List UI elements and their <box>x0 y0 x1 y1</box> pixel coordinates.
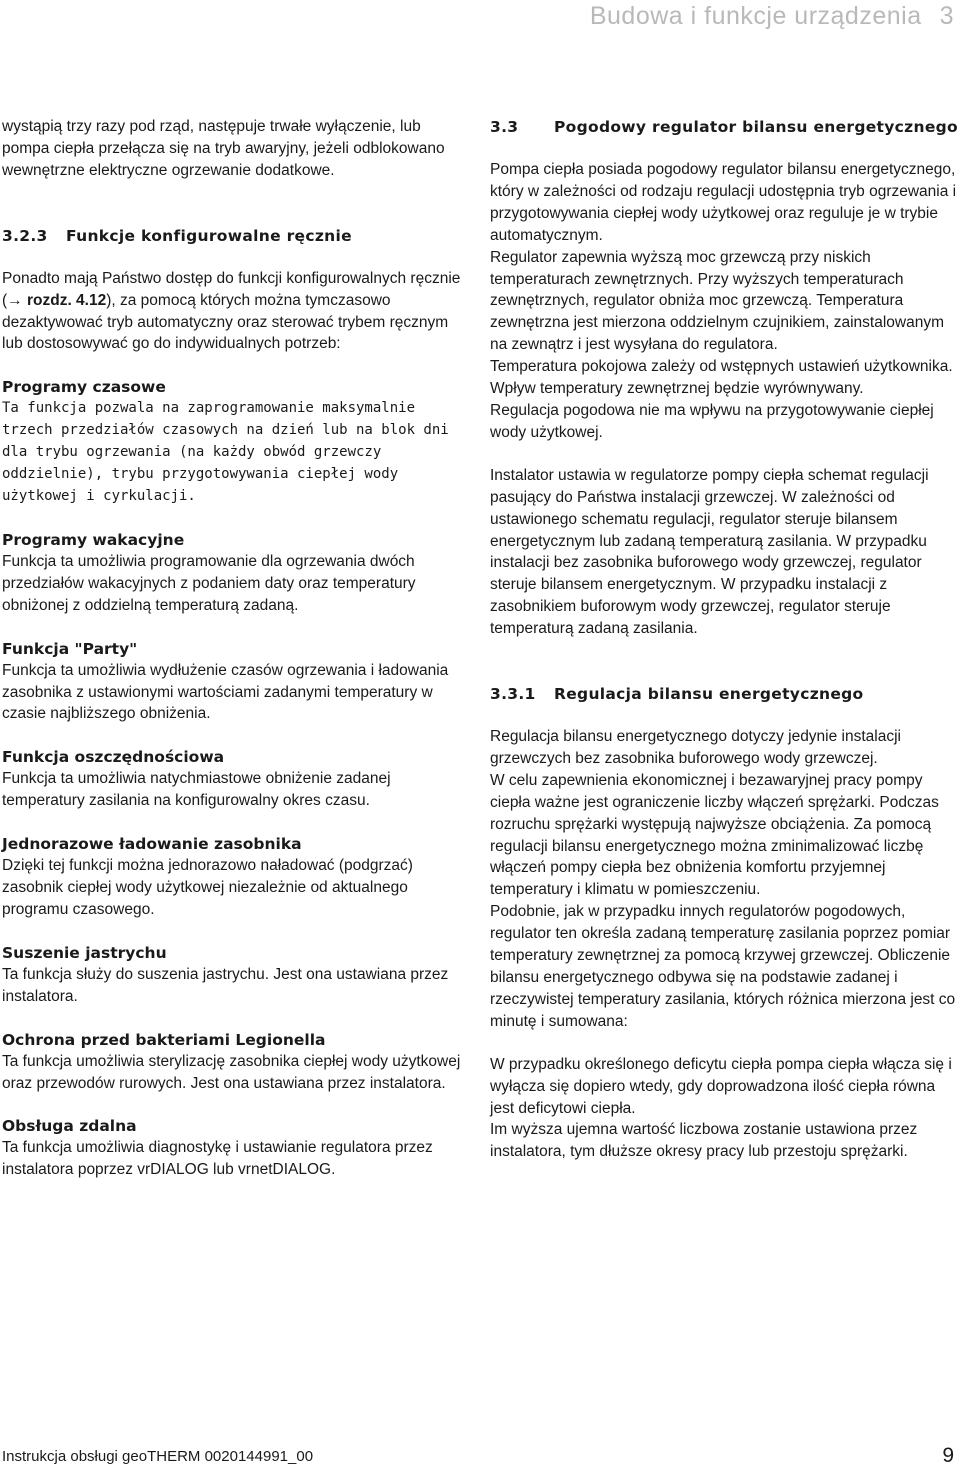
paragraph: W celu zapewnienia ekonomicznej i bezawaryjnej pracy pompy ciepła ważne jest ograniczenie liczby włączeń sprężarki. Podczas rozruchu sprężarki występują najwyższe obciążenia. Za pomocą regulacji bilansu energetycznego można zminimalizować liczbę włączeń pompy ciepła bez obniżenia komfortu przyjemnej temperatury i klimatu w pomieszczeniu. <box>490 771 939 899</box>
section-title: Pogodowy regulator bilansu energetycznego <box>554 118 958 136</box>
function-item <box>2 942 468 1008</box>
function-item <box>2 638 468 726</box>
section-intro-part1: Ponadto mają Państwo dostęp do funkcji konfigurowalnych ręcznie ( <box>2 269 461 309</box>
section-intro-part2: ), za pomocą których można tymczasowo dezaktywować tryb automatyczny oraz sterować trybem ręcznym lub dostosowywać go do indywidualnych potrzeb: <box>2 291 449 353</box>
function-item <box>2 1029 468 1095</box>
function-title: Obsługa zdalna <box>2 1117 137 1136</box>
chapter-reference-link[interactable]: → rozdz. 4.12 <box>7 291 107 309</box>
function-text: Funkcja ta umożliwia programowanie dla ogrzewania dwóch przedziałów wakacyjnych z podaniem daty oraz temperatury obniżonej z oddzielną temperaturą zadaną. <box>2 552 416 614</box>
function-text: Ta funkcja służy do suszenia jastrychu. Jest ona ustawiana przez instalatora. <box>2 965 449 1005</box>
function-title: Programy wakacyjne <box>2 530 185 549</box>
function-title: Funkcja "Party" <box>2 639 138 658</box>
paragraph: Instalator ustawia w regulatorze pompy ciepła schemat regulacji pasujący do Państwa instalacji grzewczej. W zależności od ustawionego schematu regulacji, regulator steruje bilansem energetycznym lub zadaną temperaturą zasilania. W przypadku instalacji bez zasobnika buforowego wody grzewczej, regulator steruje bilansem energetycznym. W przypadku instalacji z zasobnikiem buforowym wody grzewczej, regulator steruje temperaturą zadaną zasilania. <box>490 466 929 638</box>
page-number: 9 <box>942 1444 954 1467</box>
paragraph: Temperatura pokojowa zależy od wstępnych ustawień użytkownika. Wpływ temperatury zewnętrznej będzie wyrównywany. <box>490 358 953 398</box>
function-title: Funkcja oszczędnościowa <box>2 748 225 767</box>
section-intro <box>2 268 468 356</box>
function-text: Ta funkcja pozwala na zaprogramowanie maksymalnie trzech przedziałów czasowych na dzień lub na blok dni dla trybu ogrzewania (na każdy obwód grzewczy oddzielnie), trybu przygotowywania ciepłej wody użytkowej i cyrkulacji. <box>2 400 449 504</box>
function-text: Ta funkcja umożliwia sterylizację zasobnika ciepłej wody użytkowej oraz przewodów rurowych. Jest ona ustawiana przez instalatora. <box>2 1052 461 1092</box>
function-text: Ta funkcja umożliwia diagnostykę i ustawianie regulatora przez instalatora poprzez vrDIALOG lub vrnetDIALOG. <box>2 1139 433 1179</box>
right-column <box>490 116 960 1163</box>
function-title: Suszenie jastrychu <box>2 943 167 962</box>
paragraph: Regulacja bilansu energetycznego dotyczy jedynie instalacji grzewczych bez zasobnika buforowego wody grzewczej. <box>490 728 901 767</box>
section-number: 3.2.3 <box>2 226 48 245</box>
section-number: 3.3 <box>490 118 519 136</box>
paragraph: Podobnie, jak w przypadku innych regulatorów pogodowych, regulator ten określa zadaną temperaturę zasilania poprzez pomiar temperatury zewnętrznej za pomocą krzywej grzewczej. Obliczenie bilansu energetycznego odbywa się na podstawie zadanej i rzeczywistej temperatury zasilania, których różnica mierzona jest co minutę i sumowana: <box>490 903 956 1030</box>
section-number: 3.3.1 <box>490 685 536 704</box>
left-column <box>2 116 468 1181</box>
paragraph: Regulacja pogodowa nie ma wpływu na przygotowywanie ciepłej wody użytkowej. <box>490 401 934 441</box>
function-title: Jednorazowe ładowanie zasobnika <box>2 835 302 854</box>
function-item <box>2 529 468 617</box>
function-text: Funkcja ta umożliwia wydłużenie czasów ogrzewania i ładowania zasobnika z ustawionymi wartościami zadanymi temperatury w czasie najbliższego obniżenia. <box>2 661 449 723</box>
paragraph: Pompa ciepła posiada pogodowy regulator bilansu energetycznego, który w zależności od rodzaju regulacji udostępnia tryb ogrzewania i przygotowywania ciepłej wody użytkowej oraz reguluje je w trybie automatycznym. <box>490 161 957 244</box>
section-heading-3-3-1 <box>490 683 960 705</box>
section-heading-3-3 <box>490 116 960 138</box>
section-title: Funkcje konfigurowalne ręcznie <box>66 226 352 245</box>
function-text: Dzięki tej funkcji można jednorazowo naładować (podgrzać) zasobnik ciepłej wody użytkowej niezależnie od aktualnego programu czasowego. <box>2 857 413 918</box>
footer-manual-title: Instrukcja obsługi geoTHERM 0020144991_00 <box>2 1447 314 1465</box>
paragraph: W przypadku określonego deficytu ciepła pompa ciepła włącza się i wyłącza się dopiero wtedy, gdy doprowadzona ilość ciepła równa jest deficytowi ciepła. <box>490 1055 952 1117</box>
function-item <box>2 833 468 921</box>
section-title: Regulacja bilansu energetycznego <box>554 685 864 704</box>
section-heading-3-2-3 <box>2 225 468 247</box>
function-text: Funkcja ta umożliwia natychmiastowe obniżenie zadanej temperatury zasilania na konfigurowalny okres czasu. <box>2 770 391 810</box>
function-item <box>2 746 468 812</box>
page-footer <box>2 1444 958 1468</box>
paragraph: Regulator zapewnia wyższą moc grzewczą przy niskich temperaturach zewnętrznych. Przy wyższych temperaturach zewnętrznych, regulator obniża moc grzewczą. Temperatura zewnętrzna jest mierzona oddzielnym czujnikiem, zainstalowanym na zewnątrz i jest wysyłana do regulatora. <box>490 248 944 354</box>
function-item <box>2 1115 468 1181</box>
page-header <box>590 0 954 32</box>
function-title: Programy czasowe <box>2 378 166 397</box>
intro-paragraph: wystąpią trzy razy pod rząd, następuje trwałe wyłączenie, lub pompa ciepła przełącza się na tryb awaryjny, jeżeli odblokowano wewnętrzne elektryczne ogrzewanie dodatkowe. <box>2 118 445 179</box>
header-title: Budowa i funkcje urządzenia <box>589 1 922 30</box>
function-title: Ochrona przed bakteriami Legionella <box>2 1030 326 1049</box>
paragraph: Im wyższa ujemna wartość liczbowa zostanie ustawiona przez instalatora, tym dłuższe okresy pracy lub przestoju sprężarki. <box>490 1121 918 1161</box>
function-item <box>2 376 468 508</box>
header-chapter: 3 <box>939 1 954 30</box>
